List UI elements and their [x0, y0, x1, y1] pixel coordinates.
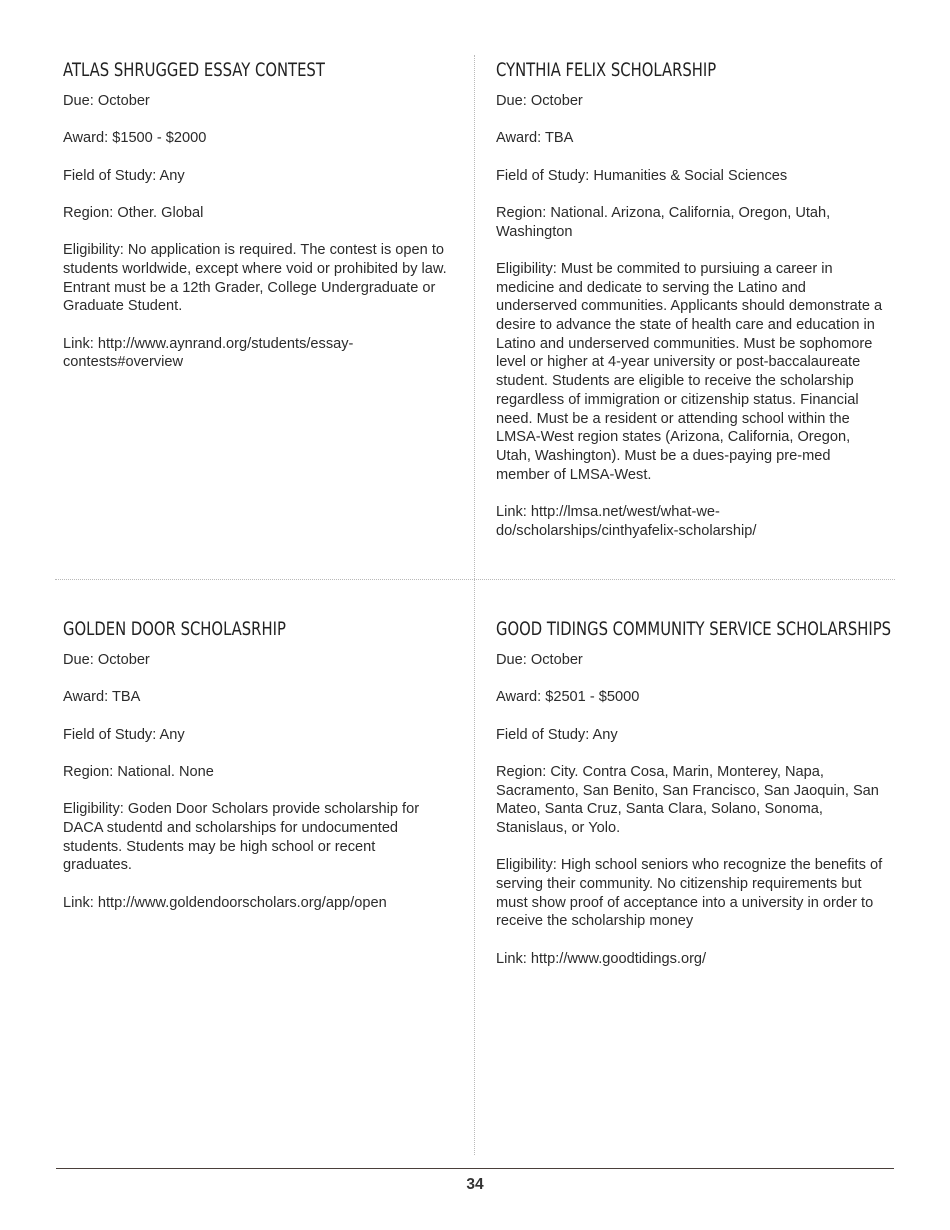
- due-date: Due: October: [496, 652, 583, 668]
- scholarship-title: GOOD TIDINGS COMMUNITY SERVICE SCHOLARSHIPS: [496, 619, 892, 640]
- column-divider: [474, 55, 475, 1155]
- field-of-study: Field of Study: Any: [63, 726, 185, 743]
- scholarship-link[interactable]: Link: http://www.aynrand.org/students/essay-contests#overview: [63, 335, 354, 371]
- due-date: Due: October: [63, 93, 150, 109]
- footer-rule: [56, 1168, 894, 1169]
- field-of-study: Field of Study: Any: [496, 726, 618, 743]
- region: Region: National. None: [63, 763, 214, 780]
- award-amount: Award: $2501 - $5000: [496, 689, 640, 706]
- scholarship-card: [63, 58, 448, 391]
- award-amount: Award: $1500 - $2000: [63, 130, 207, 147]
- scholarship-link[interactable]: Link: http://lmsa.net/west/what-we-do/scholarships/cinthyafelix-scholarship/: [496, 503, 757, 539]
- scholarship-card: [496, 617, 892, 987]
- region: Region: City. Contra Cosa, Marin, Monterey, Napa, Sacramento, San Benito, San Francisco, San Jaoquin, San Mateo, Santa Cruz, Santa Clara, Solano, Sonoma, Stanislaus, or Yolo.: [496, 763, 879, 836]
- scholarship-card: [496, 58, 886, 559]
- scholarship-link[interactable]: Link: http://www.goodtidings.org/: [496, 950, 707, 967]
- award-amount: Award: TBA: [63, 689, 141, 706]
- eligibility: Eligibility: Must be commited to pursiuing a career in medicine and dedicate to serving the Latino and underserved communities. Applicants should demonstrate a desire to advance the state of health care and education in Latino and underserved communities. Must be sophomore level or higher at 4-year university or post-baccalaureate student. Students are eligible to receive the scholarship regardless of immigration or citizenship status. Financial need. Must be a resident or attending school within the LMSA-West region states (Arizona, California, Oregon, Utah, Washington). Must be a dues-paying pre-med member of LMSA-West.: [496, 260, 883, 483]
- field-of-study: Field of Study: Humanities & Social Sciences: [496, 167, 788, 184]
- scholarship-link[interactable]: Link: http://www.goldendoorscholars.org/app/open: [63, 894, 387, 911]
- field-of-study: Field of Study: Any: [63, 167, 185, 184]
- region: Region: National. Arizona, California, Oregon, Utah, Washington: [496, 204, 831, 240]
- eligibility: Eligibility: High school seniors who recognize the benefits of serving their community. No citizenship requirements but must show proof of acceptance into a university in order to receive the scholarship money: [496, 857, 883, 930]
- page-number: 34: [466, 1176, 484, 1193]
- eligibility: Eligibility: No application is required. The contest is open to students worldwide, except where void or prohibited by law. Entrant must be a 12th Grader, College Undergraduate or Graduate Student.: [63, 242, 447, 315]
- due-date: Due: October: [63, 652, 150, 668]
- scholarship-title: GOLDEN DOOR SCHOLASRHIP: [63, 619, 286, 640]
- scholarship-title: CYNTHIA FELIX SCHOLARSHIP: [496, 60, 717, 81]
- eligibility: Eligibility: Goden Door Scholars provide scholarship for DACA studentd and scholarships for undocumented students. Students may be high school or recent graduates.: [63, 801, 420, 874]
- due-date: Due: October: [496, 93, 583, 109]
- region: Region: Other. Global: [63, 204, 204, 221]
- award-amount: Award: TBA: [496, 130, 574, 147]
- scholarship-title: ATLAS SHRUGGED ESSAY CONTEST: [63, 60, 325, 81]
- scholarship-card: [63, 617, 448, 931]
- row-divider: [55, 579, 895, 580]
